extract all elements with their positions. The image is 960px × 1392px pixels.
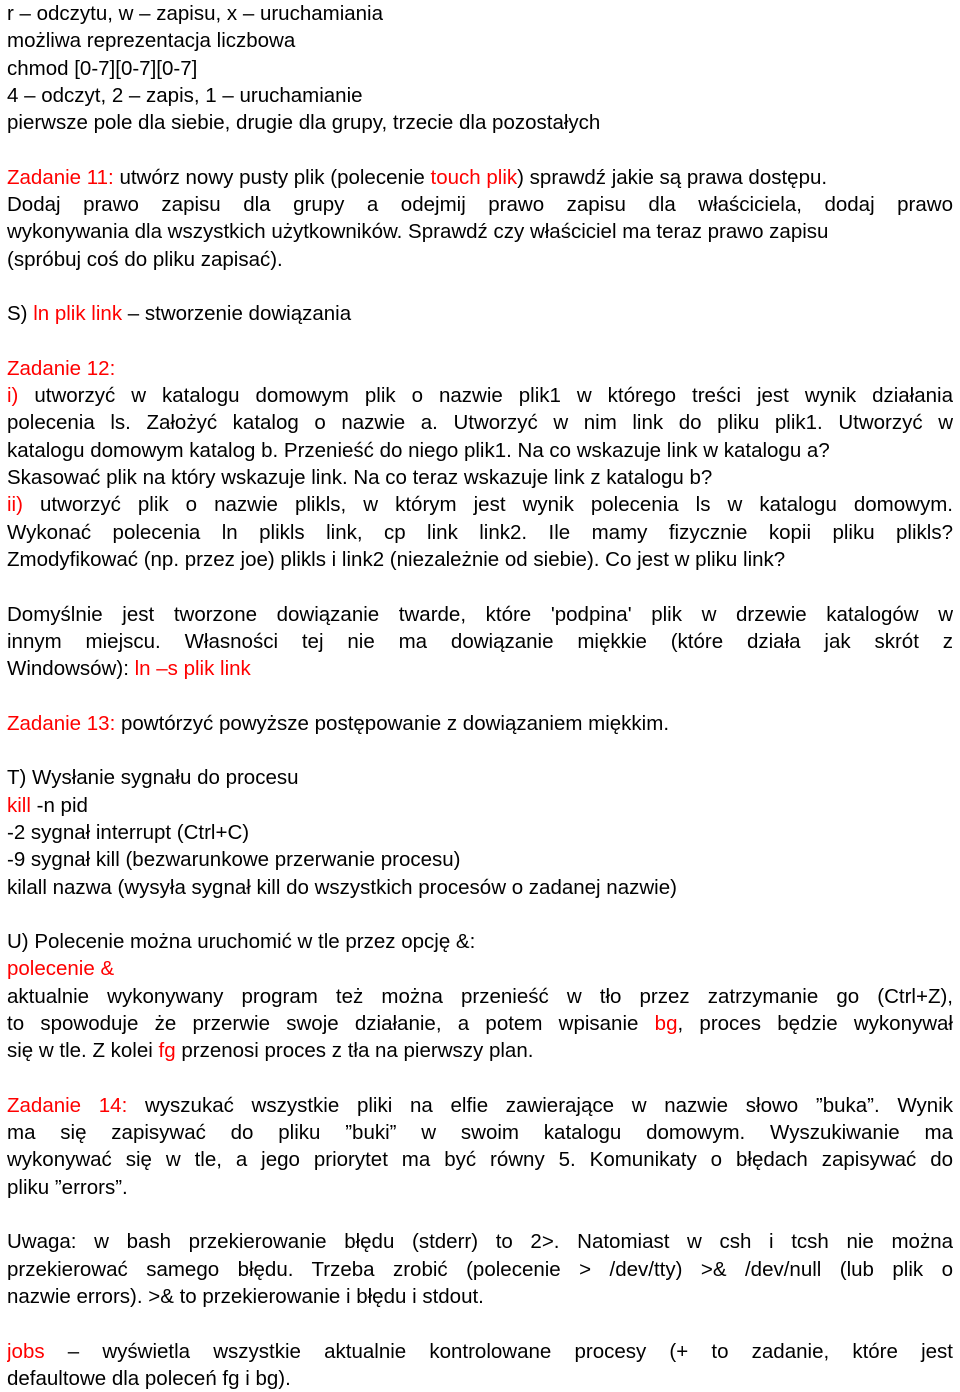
text-line <box>7 710 953 737</box>
text-run: utworzyć plik o nazwie plikls, w którym jest wynik polecenia ls w katalogu domowym. <box>22 493 953 517</box>
highlighted-text: Zadanie 14: <box>7 1093 128 1117</box>
text-line <box>7 1256 953 1283</box>
highlighted-text: kill <box>7 793 31 817</box>
text-run: -9 sygnał kill (bezwarunkowe przerwanie procesu) <box>7 848 461 872</box>
text-run: się w tle. Z kolei <box>7 1039 159 1063</box>
text-line <box>7 164 953 191</box>
text-line <box>7 55 953 82</box>
text-line <box>7 955 953 982</box>
text-run: Uwaga: w bash przekierowanie błędu (stderr) to 2>. Natomiast w csh i tcsh nie można <box>7 1230 953 1254</box>
text-line <box>7 1092 953 1119</box>
text-run: przekierować samego błędu. Trzeba zrobić (polecenie > /dev/tty) >& /dev/null (lub plik o <box>7 1257 953 1281</box>
highlighted-text: Zadanie 12: <box>7 356 116 380</box>
highlighted-text: ln plik link <box>33 302 123 326</box>
text-line <box>7 655 953 682</box>
text-run: U) Polecenie można uruchomić w tle przez opcję &: <box>7 930 476 954</box>
text-run: kilall nazwa (wysyła sygnał kill do wszystkich procesów o zadanej nazwie) <box>7 875 677 899</box>
text-run: pliku ”errors”. <box>7 1175 128 1199</box>
text-run: , proces będzie wykonywał <box>677 1011 953 1035</box>
text-run: Domyślnie jest tworzone dowiązanie twarde, które 'podpina' plik w drzewie katalogów w <box>7 602 953 626</box>
text-run: chmod [0-7][0-7][0-7] <box>7 56 198 80</box>
paragraph-gap <box>7 1310 953 1337</box>
text-line <box>7 1037 953 1064</box>
paragraph-gap <box>7 737 953 764</box>
text-line <box>7 191 953 218</box>
text-line <box>7 1146 953 1173</box>
text-line <box>7 1283 953 1310</box>
text-line <box>7 1228 953 1255</box>
paragraph-gap <box>7 328 953 355</box>
paragraph-gap <box>7 901 953 928</box>
text-line <box>7 874 953 901</box>
paragraph-gap <box>7 136 953 163</box>
text-line <box>7 1010 953 1037</box>
text-run: – stworzenie dowiązania <box>122 302 352 326</box>
highlighted-text: touch plik <box>430 165 518 189</box>
text-line <box>7 300 953 327</box>
text-line <box>7 546 953 573</box>
text-line <box>7 846 953 873</box>
text-run: innym miejscu. Własności tej nie ma dowiązanie miękkie (które działa jak skrót z <box>7 629 953 653</box>
text-line <box>7 464 953 491</box>
highlighted-text: jobs <box>7 1339 45 1363</box>
text-line <box>7 1119 953 1146</box>
text-run: utwórz nowy pusty plik (polecenie <box>113 165 431 189</box>
text-run: ma się zapisywać do pliku ”buki” w swoim katalogu domowym. Wyszukiwanie ma <box>7 1121 953 1145</box>
text-line <box>7 928 953 955</box>
text-run: Dodaj prawo zapisu dla grupy a odejmij prawo zapisu dla właściciela, dodaj prawo <box>7 193 953 217</box>
highlighted-text: Zadanie 11: <box>7 165 114 189</box>
highlighted-text: Zadanie 13: <box>7 711 116 735</box>
text-line <box>7 109 953 136</box>
text-run: nazwie errors). >& to przekierowanie i błędu i stdout. <box>7 1284 484 1308</box>
highlighted-text: ln –s plik link <box>134 657 251 681</box>
text-line <box>7 82 953 109</box>
highlighted-text: fg <box>158 1039 176 1063</box>
paragraph-gap <box>7 273 953 300</box>
text-run: Skasować plik na który wskazuje link. Na co teraz wskazuje link z katalogu b? <box>7 466 713 490</box>
text-run: wykonywania dla wszystkich użytkowników. Sprawdź czy właściciel ma teraz prawo zapisu <box>7 220 829 244</box>
text-run: polecenia ls. Założyć katalog o nazwie a. Utworzyć w nim link do pliku plik1. Utworzyć w <box>7 411 953 435</box>
text-run: powtórzyć powyższe postępowanie z dowiązaniem miękkim. <box>115 711 670 735</box>
text-line <box>7 491 953 518</box>
text-run: to spowoduje że przerwie swoje działanie, a potem wpisanie <box>7 1011 655 1035</box>
text-run: Windowsów): <box>7 657 135 681</box>
text-run: utworzyć w katalogu domowym plik o nazwie plik1 w którego treści jest wynik działania <box>18 384 953 408</box>
text-run: T) Wysłanie sygnału do procesu <box>7 766 299 790</box>
text-line <box>7 792 953 819</box>
text-line <box>7 382 953 409</box>
highlighted-text: polecenie & <box>7 957 115 981</box>
text-line <box>7 628 953 655</box>
text-line <box>7 1174 953 1201</box>
paragraph-gap <box>7 1201 953 1228</box>
text-run: pierwsze pole dla siebie, drugie dla grupy, trzecie dla pozostałych <box>7 111 601 135</box>
text-line <box>7 246 953 273</box>
text-run: S) <box>7 302 34 326</box>
text-line <box>7 355 953 382</box>
text-line <box>7 983 953 1010</box>
text-run: -n pid <box>30 793 88 817</box>
text-run: możliwa reprezentacja liczbowa <box>7 29 296 53</box>
text-run: wykonywać się w tle, a jego priorytet ma być równy 5. Komunikaty o błędach zapisywać do <box>7 1148 953 1172</box>
text-run: 4 – odczyt, 2 – zapis, 1 – uruchamianie <box>7 83 363 107</box>
text-run: – wyświetla wszystkie aktualnie kontrolowane procesy (+ to zadanie, które jest <box>44 1339 953 1363</box>
text-line <box>7 764 953 791</box>
text-run: Wykonać polecenia ln plikls link, cp link link2. Ile mamy fizycznie kopii pliku plikls? <box>7 520 953 544</box>
text-run: r – odczytu, w – zapisu, x – uruchamiania <box>7 2 384 25</box>
text-line <box>7 1338 953 1365</box>
highlighted-text: ii) <box>7 493 23 517</box>
text-run: przenosi proces z tła na pierwszy plan. <box>175 1039 534 1063</box>
text-run: wyszukać wszystkie pliki na elfie zawierające w nazwie słowo ”buka”. Wynik <box>127 1093 953 1117</box>
paragraph-gap <box>7 1065 953 1092</box>
text-run: aktualnie wykonywany program też można przenieść w tło przez zatrzymanie go (Ctrl+Z), <box>7 984 953 1008</box>
text-run: defaultowe dla poleceń fg i bg). <box>7 1366 291 1390</box>
text-line <box>7 601 953 628</box>
text-line <box>7 437 953 464</box>
text-run: -2 sygnał interrupt (Ctrl+C) <box>7 820 250 844</box>
highlighted-text: bg <box>654 1011 678 1035</box>
text-run: ) sprawdź jakie są prawa dostępu. <box>517 165 828 189</box>
text-line <box>7 0 953 27</box>
text-line <box>7 519 953 546</box>
text-line <box>7 409 953 436</box>
text-run: Zmodyfikować (np. przez joe) plikls i link2 (niezależnie od siebie). Co jest w pliku link? <box>7 547 786 571</box>
text-line <box>7 27 953 54</box>
text-line <box>7 218 953 245</box>
paragraph-gap <box>7 573 953 600</box>
text-run: katalogu domowym katalog b. Przenieść do niego plik1. Na co wskazuje link w katalogu a? <box>7 438 830 462</box>
highlighted-text: i) <box>7 384 19 408</box>
text-line <box>7 819 953 846</box>
paragraph-gap <box>7 682 953 709</box>
text-run: (spróbuj coś do pliku zapisać). <box>7 247 283 271</box>
